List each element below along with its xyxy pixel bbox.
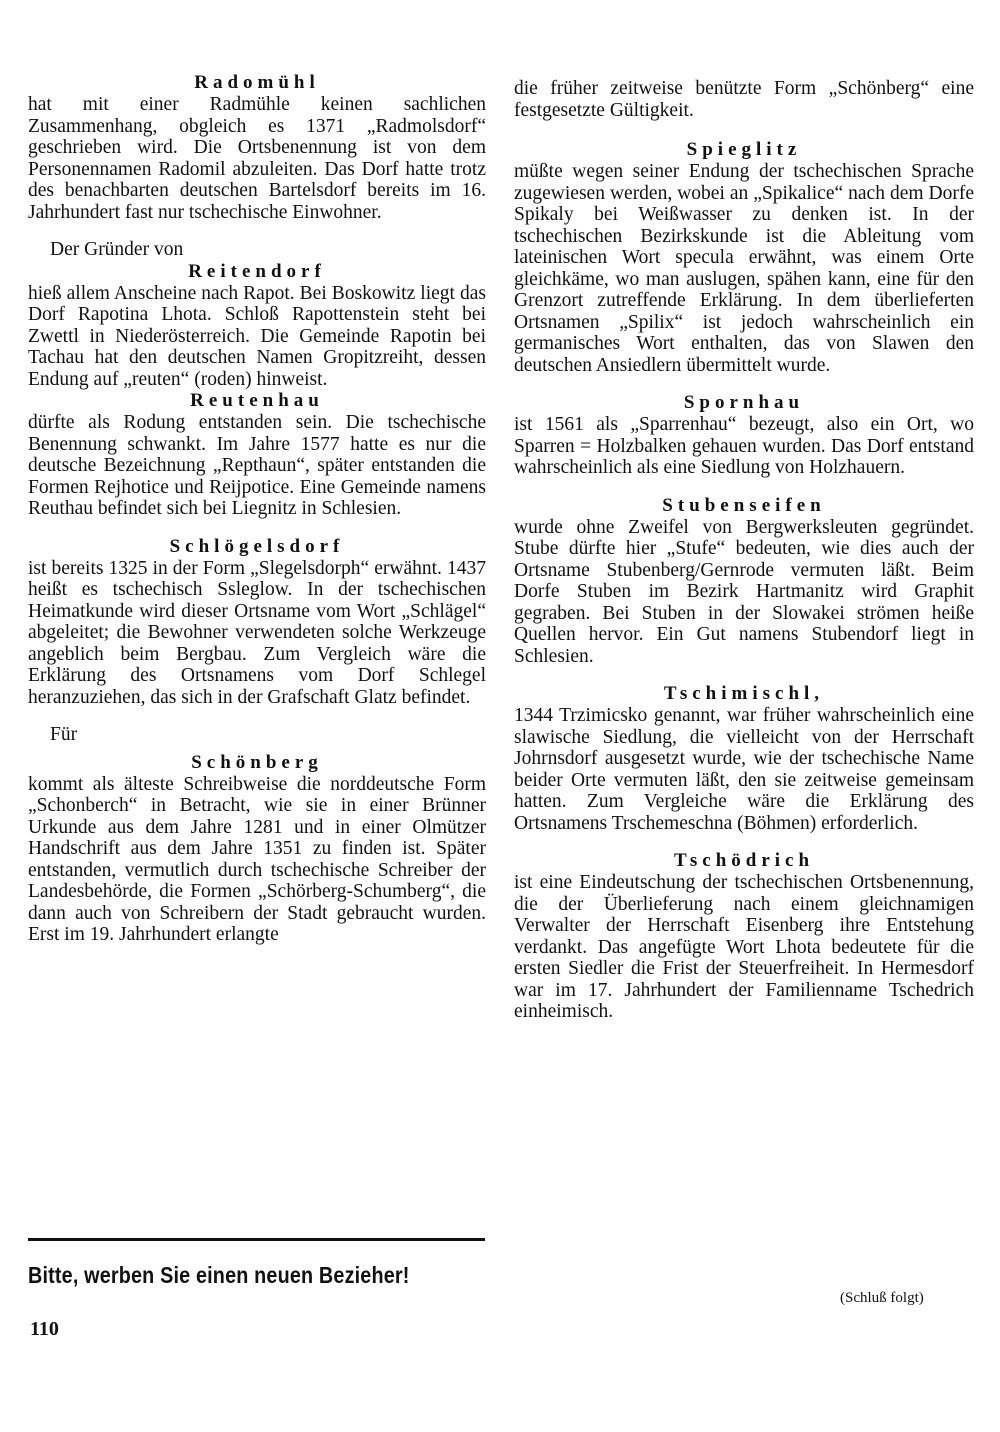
text-stubenseifen: wurde ohne Zweifel von Bergwerksleuten gegründet. Stube dürfte hier „Stufe“ bedeuten, wie dies auch der Ortsname Stubenberg/Gernrode vermuten läßt. Beim Dorfe Stuben im Bezirk Hartmanitz wird Graphit gegraben. Bei Stuben in der Slowakei strömen heiße Quellen hervor. Ein Gut namens Stubendorf liegt in Schlesien. — [514, 516, 974, 667]
heading-spieglitz: Spieglitz — [686, 139, 802, 160]
heading-tschoedrich: Tschödrich — [673, 850, 815, 871]
text-tschimischl: 1344 Trzimicsko genannt, war früher wahrscheinlich eine slawische Siedlung, die vielleicht von der Herrschaft Johrnsdorf ausgesetzt wurde, wie der tschechische Name beider Orte vermuten läßt, den sie zeitweise gemeinsam hatten. Zum Vergleiche wäre die Erklärung des Ortsnamens Trschemeschna (Böhmen) erforderlich. — [514, 705, 974, 834]
text-spornhau: ist 1561 als „Sparrenhau“ bezeugt, also ein Ort, wo Sparren = Holzbalken gehauen wurden. Das Dorf entstand wahrscheinlich als eine Siedlung von Holzhauern. — [514, 414, 974, 478]
heading-spornhau: Spornhau — [683, 392, 805, 413]
intro-reitendorf: Der Gründer von — [50, 239, 184, 260]
text-spieglitz: müßte wegen seiner Endung der tschechischen Sprache zugewiesen werden, wobei an „Spikalice“ nach dem Dorfe Spikaly bei Weißwasser zu denken ist. In der tschechischen Bezirkskunde ist die Ableitung vom lateinischen Wort specula erwähnt, was einem Orte gleichkäme, wo man auslugen, spähen kann, eine für den Grenzort zutreffende Erklärung. In dem überlieferten Ortsnamen „Spilix“ ist jedoch wahrscheinlich ein germanisches Wort enthalten, das von Slawen den deutschen Ansiedlern übermittelt wurde. — [514, 161, 974, 376]
continuation-note: (Schluß folgt) — [840, 1290, 924, 1306]
divider-rule — [28, 1238, 485, 1241]
text-radomuehl: hat mit einer Radmühle keinen sachlichen Zusammenhang, obgleich es 1371 „Radmolsdorf“ geschrieben wird. Die Ortsbenennung ist von dem Personennamen Radomil abzuleiten. Das Dorf hatte trotz des benachbarten deutschen Bartelsdorf bereits im 16. Jahrhundert fast nur tschechische Einwohner. — [28, 94, 486, 223]
text-schoenberg: kommt als älteste Schreibweise die norddeutsche Form „Schonberch“ in Betracht, wie sie in einer Brünner Urkunde aus dem Jahre 1281 und in einer Olmützer Handschrift aus dem Jahre 1351 zu finden ist. Später entstanden, vermutlich durch tschechische Schreiber der Landesbehörde, die Formen „Schörberg-Schumberg“, die dann auch von Schreibern der Stadt gebraucht wurden. Erst im 19. Jahrhundert erlangte — [28, 773, 486, 945]
heading-radomuehl: Radomühl — [194, 72, 320, 93]
heading-reitendorf: Reitendorf — [188, 260, 326, 282]
heading-schloegelsdorf: Schlögelsdorf — [169, 535, 345, 557]
text-schloegelsdorf: ist bereits 1325 in der Form „Slegelsdorph“ erwähnt. 1437 heißt es tschechisch Ssleglow. In der tschechischen Heimatkunde wird dieser Ortsname vom Wort „Schlägel“ abgeleitet; die Bewohner verwendeten solche Werkzeuge angeblich beim Bergbau. Zum Vergleich wäre die Erklärung des Ortsnamens vom Dorf Schlegel heranzuziehen, das sich in der Grafschaft Glatz befindet. — [28, 557, 486, 708]
page-number: 110 — [30, 1318, 59, 1340]
heading-tschimischl: Tschimischl, — [663, 683, 825, 704]
advert-banner: Bitte, werben Sie einen neuen Bezieher! — [28, 1262, 410, 1288]
intro-schoenberg: Für — [50, 724, 78, 745]
right-column — [514, 0, 974, 1023]
heading-stubenseifen: Stubenseifen — [662, 494, 826, 516]
text-continuation: die früher zeitweise benützte Form „Schönberg“ eine festgesetzte Gültigkeit. — [514, 78, 974, 121]
heading-reutenhau: Reutenhau — [190, 390, 324, 411]
text-tschoedrich: ist eine Eindeutschung der tschechischen Ortsbenennung, die der Überlieferung nach einem gleichnamigen Verwalter der Herrschaft Eisenberg ihre Entstehung verdankt. Das angefügte Wort Lhota bedeutete für die ersten Siedler die Frist der Steuerfreiheit. In Hermesdorf war im 17. Jahrhundert der Familienname Tschedrich einheimisch. — [514, 872, 974, 1022]
text-reutenhau: dürfte als Rodung entstanden sein. Die tschechische Benennung schwankt. Im Jahre 1577 hatte es nur die deutsche Bezeichnung „Repthaun“, später entstanden die Formen Rejhotice und Reijpotice. Eine Gemeinde namens Reuthau befindet sich bei Liegnitz in Schlesien. — [28, 412, 486, 519]
text-reitendorf: hieß allem Anscheine nach Rapot. Bei Boskowitz liegt das Dorf Rapotina Lhota. Schloß Rapottenstein steht bei Zwettl in Niederösterreich. Die Gemeinde Rapotin bei Tachau hat den deutschen Namen Gropitzreiht, dessen Endung auf „reuten“ (roden) hinweist. — [28, 282, 486, 390]
left-column — [28, 0, 486, 946]
heading-schoenberg: Schönberg — [191, 751, 323, 773]
